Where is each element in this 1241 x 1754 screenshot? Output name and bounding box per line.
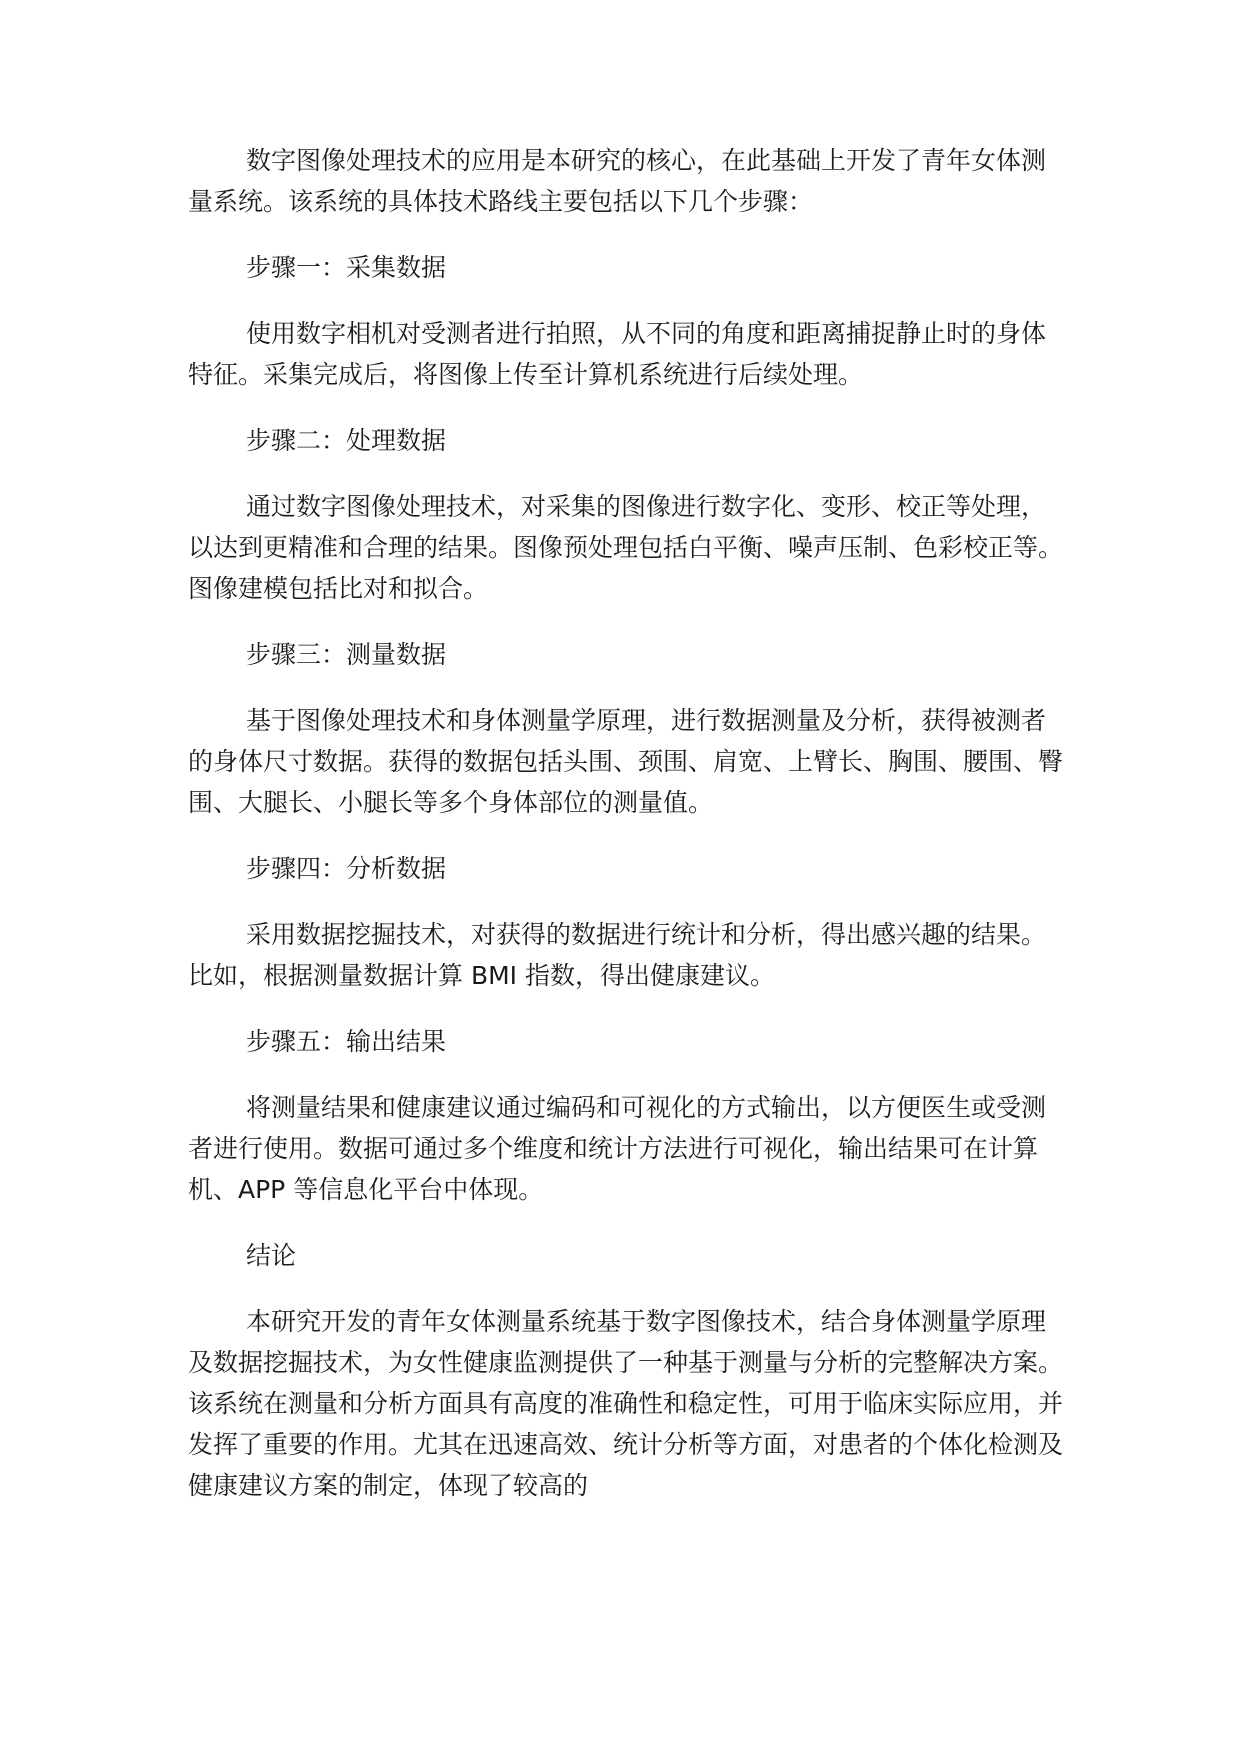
step-three-heading: 步骤三：测量数据 bbox=[246, 640, 447, 669]
step-one-paragraph: 使用数字相机对受测者进行拍照，从不同的角度和距离捕捉静止时的身体特征。采集完成后，将图像上传至计算机系统进行后续处理。 bbox=[188, 319, 1047, 389]
step-two-heading: 步骤二：处理数据 bbox=[246, 426, 447, 455]
step-one-heading: 步骤一：采集数据 bbox=[246, 253, 447, 282]
step-two-paragraph: 通过数字图像处理技术，对采集的图像进行数字化、变形、校正等处理，以达到更精准和合理的结果。图像预处理包括白平衡、噪声压制、色彩校正等。图像建模包括比对和拟合。 bbox=[188, 492, 1064, 603]
step-five-heading: 步骤五：输出结果 bbox=[246, 1027, 447, 1056]
intro-paragraph: 数字图像处理技术的应用是本研究的核心，在此基础上开发了青年女体测量系统。该系统的具体技术路线主要包括以下几个步骤： bbox=[188, 146, 1047, 216]
conclusion-paragraph: 本研究开发的青年女体测量系统基于数字图像技术，结合身体测量学原理及数据挖掘技术，为女性健康监测提供了一种基于测量与分析的完整解决方案。该系统在测量和分析方面具有高度的准确性和稳定性，可用于临床实际应用，并发挥了重要的作用。尤其在迅速高效、统计分析等方面，对患者的个体化检测及健康建议方案的制定，体现了较高的 bbox=[188, 1307, 1064, 1500]
step-five-paragraph: 将测量结果和健康建议通过编码和可视化的方式输出，以方便医生或受测者进行使用。数据可通过多个维度和统计方法进行可视化，输出结果可在计算机、APP 等信息化平台中体现。 bbox=[188, 1093, 1047, 1204]
step-four-heading: 步骤四：分析数据 bbox=[246, 854, 447, 883]
step-four-paragraph: 采用数据挖掘技术，对获得的数据进行统计和分析，得出感兴趣的结果。比如，根据测量数据计算 BMI 指数，得出健康建议。 bbox=[188, 920, 1047, 990]
document-body bbox=[188, 140, 1068, 1531]
step-three-paragraph: 基于图像处理技术和身体测量学原理，进行数据测量及分析，获得被测者的身体尺寸数据。获得的数据包括头围、颈围、肩宽、上臂长、胸围、腰围、臀围、大腿长、小腿长等多个身体部位的测量值。 bbox=[188, 706, 1064, 817]
conclusion-heading: 结论 bbox=[246, 1241, 297, 1270]
